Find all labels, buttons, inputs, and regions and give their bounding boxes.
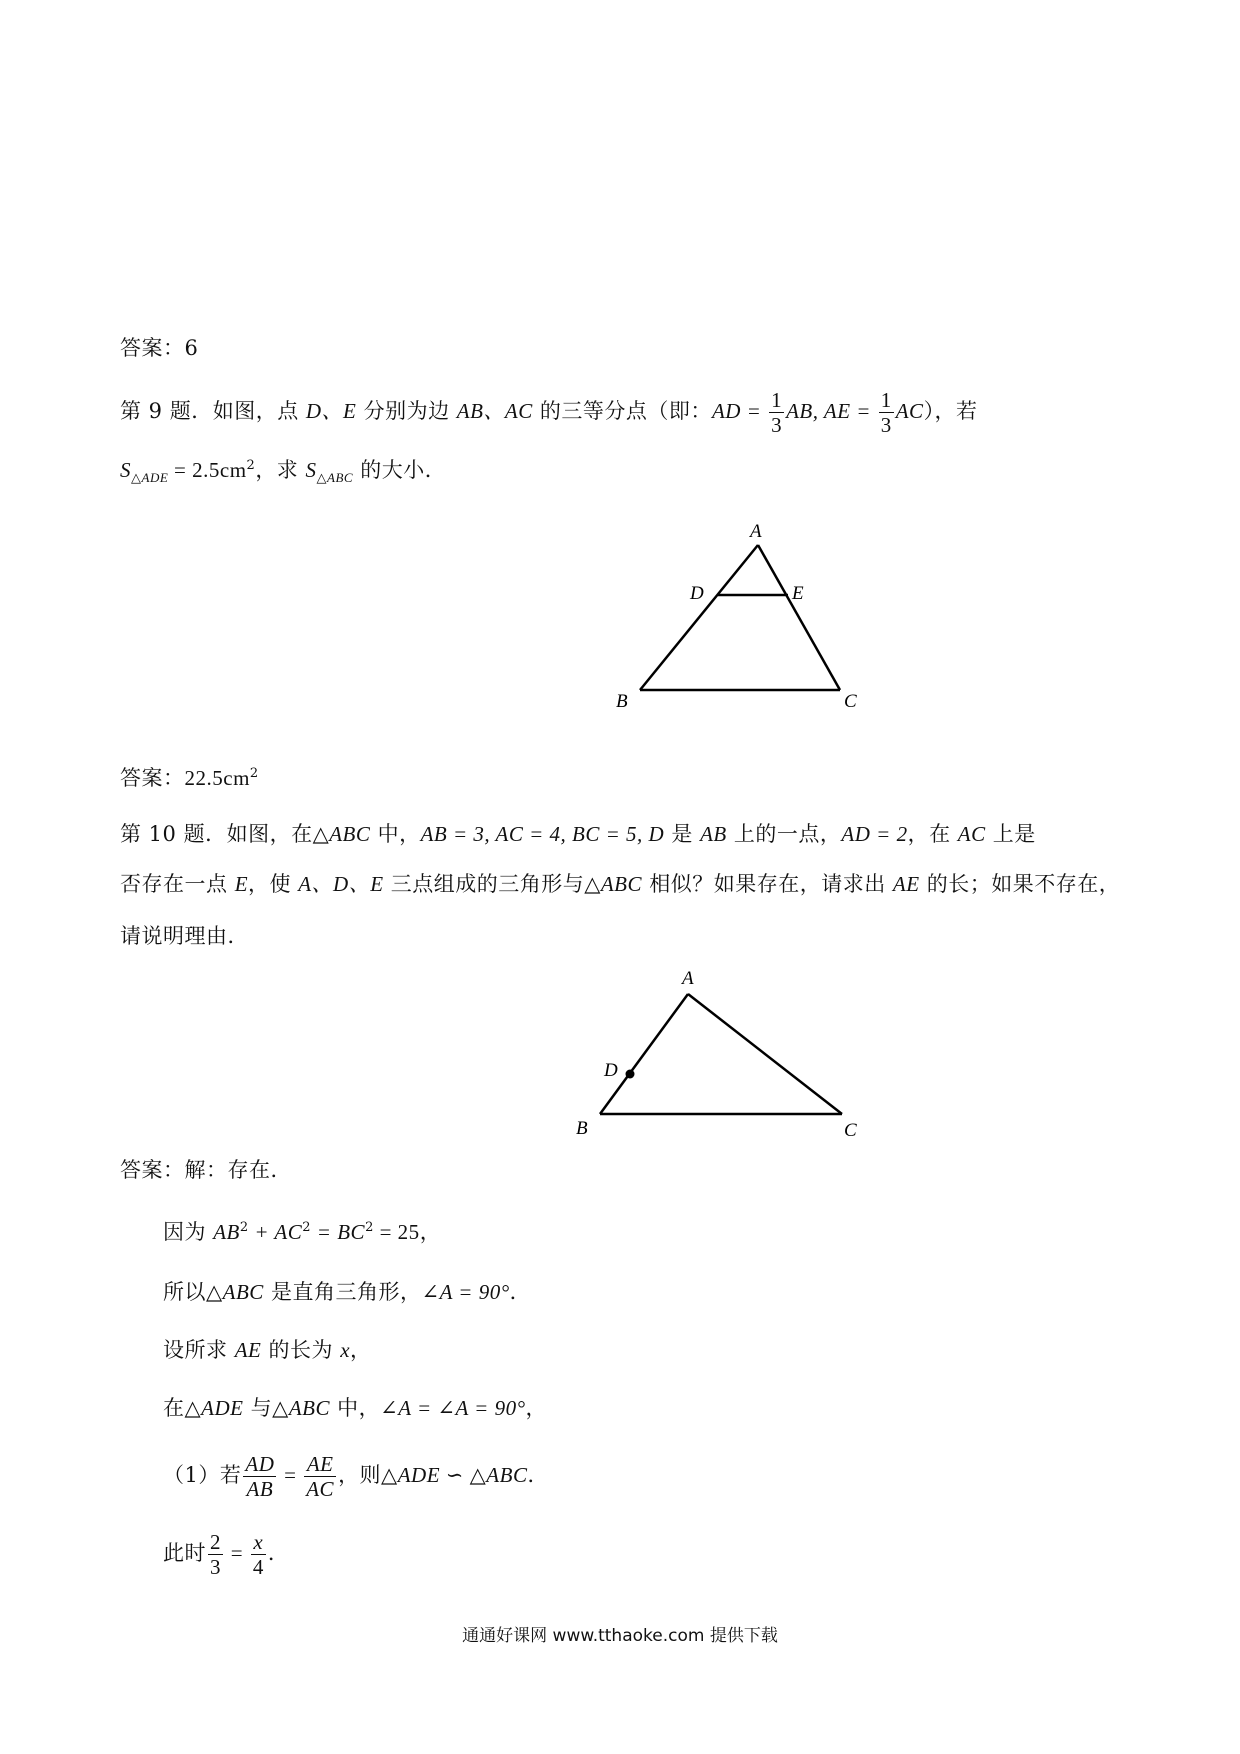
label-d: D	[690, 583, 704, 604]
q9-question-line2: $S_{\triangle ADE} = 2.5cm^2$，求 $S_{\triangle ABC}$ 的大小．	[120, 458, 447, 486]
fraction-ad-ab: $\frac{AD}{AB}$	[245, 1452, 275, 1501]
q10-step3: 设所求 AE 的长为 x，	[163, 1338, 372, 1362]
q10-question-line2: 否存在一点 E，使 A、D、E 三点组成的三角形与△ABC 相似？如果存在，请求出 AE 的长；如果不存在，	[120, 872, 1121, 896]
q10-step6: 此时 $\frac{2}{3}$ = $\frac{x}{4}$ ．	[163, 1530, 290, 1579]
q9-answer: 答案：$22.5cm^2$	[120, 766, 259, 790]
label-c: C	[844, 691, 857, 712]
q10-step1: 因为 $AB^2 + AC^2 = BC^2 = 25$，	[163, 1220, 442, 1244]
label-c: C	[844, 1120, 857, 1141]
fraction-two-thirds: $\frac{2}{3}$	[210, 1530, 221, 1579]
fraction-one-third-1: $\frac{1}{3}$	[771, 388, 783, 437]
side-ac	[758, 545, 840, 690]
fraction-x-over-4: $\frac{x}{4}$	[252, 1530, 264, 1579]
label-d: D	[604, 1060, 618, 1081]
q10-step5: （1）若 $\frac{AD}{AB}$ = $\frac{AE}{AC}$ ，则△ADE ∽ △ABC．	[163, 1452, 549, 1501]
q8-answer: 答案：6	[120, 336, 199, 360]
q10-question-line1: 第 10 题．如图，在△ABC 中，AB = 3, AC = 4, BC = 5, D 是 AB 上的一点，AD = 2，在 AC 上是	[120, 822, 1036, 846]
fraction-one-third-2: $\frac{1}{3}$	[880, 388, 892, 437]
q10-question-line3: 请说明理由．	[120, 924, 249, 948]
side-ab	[600, 994, 688, 1114]
side-ac	[688, 994, 842, 1114]
fraction-ae-ac: $\frac{AE}{AC}$	[306, 1452, 335, 1501]
q10-step4: 在△ADE 与△ABC 中，∠A = ∠A = 90°，	[163, 1396, 547, 1420]
label-a: A	[750, 521, 762, 542]
q10-triangle-figure	[560, 962, 880, 1142]
q9-triangle-figure	[600, 515, 880, 715]
page-footer: 通通好课网 www.tthaoke.com 提供下载	[462, 1626, 778, 1646]
label-b: B	[616, 691, 628, 712]
label-a: A	[682, 968, 694, 989]
label-b: B	[576, 1118, 588, 1139]
label-e: E	[792, 583, 804, 604]
q9-question-line1: 第 9 题．如图，点 D、E 分别为边 AB、AC 的三等分点（即：AD = $\frac{1}{3}$ AB, AE = $\frac{1}{3}$ AC），若	[120, 388, 978, 437]
q10-step2: 所以△ABC 是直角三角形，∠A = 90°．	[163, 1280, 532, 1304]
point-d	[626, 1070, 635, 1079]
q10-answer: 答案：解：存在．	[120, 1158, 292, 1182]
side-ab	[640, 545, 758, 690]
